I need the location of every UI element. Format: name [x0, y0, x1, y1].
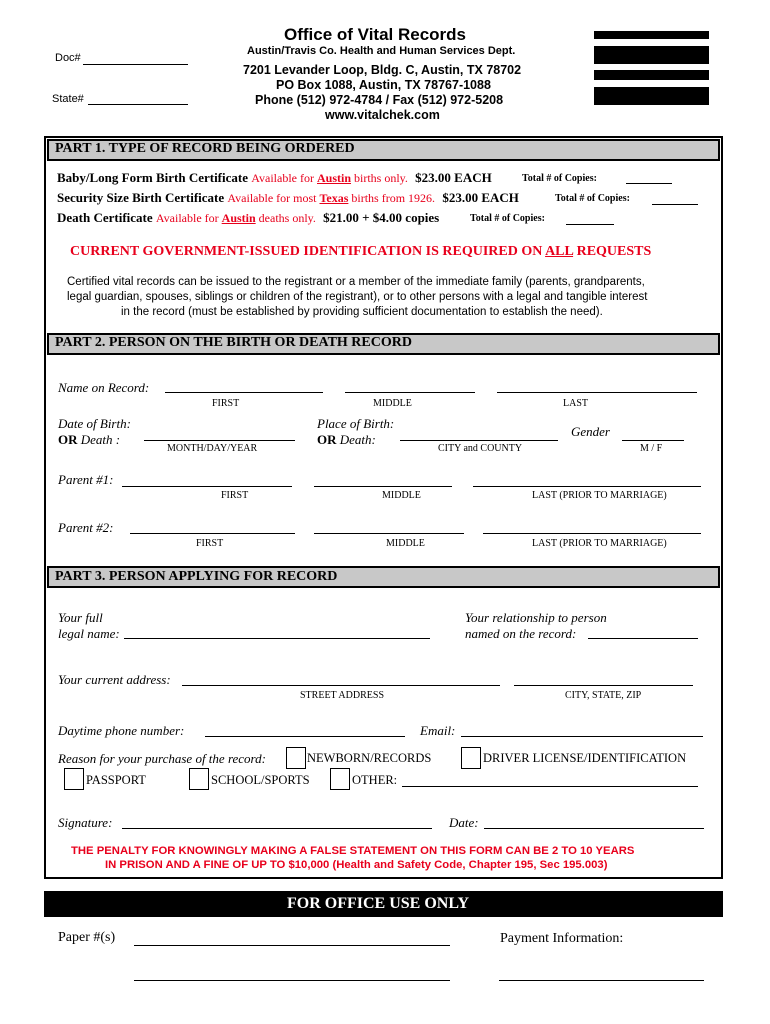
copies-field-security[interactable] [652, 204, 698, 205]
pob-caption: CITY and COUNTY [438, 443, 523, 454]
state-label: State# [52, 93, 84, 105]
other-reason-field[interactable] [402, 786, 698, 787]
availability-key: Austin [317, 171, 352, 185]
record-row-baby [57, 170, 492, 186]
part2-heading: PART 2. PERSON ON THE BIRTH OR DEATH RECORD [55, 335, 412, 350]
copies-field-death[interactable] [566, 224, 614, 225]
copies-label: Total # of Copies: [555, 193, 630, 204]
website: www.vitalchek.com [325, 108, 440, 122]
record-name: Death Certificate [57, 210, 153, 225]
record-price: $21.00 + $4.00 copies [323, 210, 440, 225]
gender-label: Gender [571, 424, 610, 439]
signature-label: Signature: [58, 815, 113, 830]
part1-heading: PART 1. TYPE OF RECORD BEING ORDERED [55, 141, 355, 156]
signature-field[interactable] [122, 828, 432, 829]
copies-field-baby[interactable] [626, 183, 672, 184]
driver-license-option-label: DRIVER LICENSE/IDENTIFICATION [483, 751, 687, 765]
parent1-last-field[interactable] [473, 486, 701, 487]
address-label: Your current address: [58, 672, 171, 687]
availability-pre: Available for [251, 171, 317, 185]
last-prior-caption: LAST (PRIOR TO MARRIAGE) [532, 538, 667, 549]
paper-field-2[interactable] [134, 980, 450, 981]
email-field[interactable] [461, 736, 703, 737]
eligibility-line-2: legal guardian, spouses, siblings or children of the registrant), or to other persons with a legal and tangible interest [67, 291, 648, 303]
availability-key: Texas [319, 191, 349, 205]
reason-label: Reason for your purchase of the record: [58, 751, 266, 766]
phone-fax: Phone (512) 972-4784 / Fax (512) 972-5208 [255, 93, 504, 107]
redaction-bar [594, 46, 709, 64]
street-address-field[interactable] [182, 685, 500, 686]
dob-label: Date of Birth: [58, 416, 131, 431]
availability-pre: Available for [155, 211, 222, 225]
driver-license-checkbox[interactable] [461, 747, 481, 769]
payment-label: Payment Information: [500, 931, 624, 946]
paper-label: Paper #(s) [58, 930, 116, 945]
record-price: $23.00 EACH [415, 170, 492, 185]
eligibility-line-1: Certified vital records can be issued to the registrant or a member of the immediate family (parents, grandparents, [67, 276, 645, 288]
pob-field[interactable] [400, 440, 558, 441]
redaction-bar [594, 87, 709, 105]
other-checkbox[interactable] [330, 768, 350, 790]
record-price: $23.00 EACH [442, 190, 519, 205]
parent1-first-field[interactable] [122, 486, 292, 487]
fullname-label-2: legal name: [58, 626, 120, 641]
relationship-field[interactable] [588, 638, 698, 639]
gender-caption: M / F [640, 443, 663, 454]
phone-field[interactable] [205, 736, 405, 737]
doc-label: Doc# [55, 52, 81, 64]
office-title: Office of Vital Records [284, 25, 467, 44]
address-line-1: 7201 Levander Loop, Bldg. C, Austin, TX 78702 [243, 63, 522, 77]
paper-field[interactable] [134, 945, 450, 946]
email-label: Email: [420, 723, 456, 738]
newborn-option-label: NEWBORN/RECORDS [307, 751, 432, 765]
penalty-line-1: THE PENALTY FOR KNOWINGLY MAKING A FALSE STATEMENT ON THIS FORM CAN BE 2 TO 10 YEARS [71, 845, 635, 857]
middle-caption: MIDDLE [373, 398, 412, 409]
availability-pre: Available for most [227, 191, 320, 205]
id-notice: CURRENT GOVERNMENT-ISSUED IDENTIFICATION IS REQUIRED ON ALL REQUESTS [70, 244, 652, 259]
copies-label: Total # of Copies: [522, 173, 597, 184]
name-on-record-label: Name on Record: [58, 380, 150, 395]
availability-key: Austin [221, 211, 256, 225]
eligibility-line-3: in the record (must be established by providing sufficient documentation to establish the need). [121, 306, 603, 318]
relationship-label-1: Your relationship to person [465, 610, 607, 625]
availability-post: births only. [351, 171, 408, 185]
availability-post: births from 1926. [348, 191, 436, 205]
availability-post: deaths only. [255, 211, 316, 225]
dob-field[interactable] [144, 440, 295, 441]
fullname-label-1: Your full [58, 610, 103, 625]
office-use-heading: FOR OFFICE USE ONLY [287, 895, 470, 912]
record-row-security [57, 190, 519, 206]
parent2-first-field[interactable] [130, 533, 295, 534]
payment-field[interactable] [499, 980, 704, 981]
street-caption: STREET ADDRESS [300, 690, 384, 701]
redaction-bar [594, 70, 709, 80]
date-field[interactable] [484, 828, 704, 829]
dob-caption: MONTH/DAY/YEAR [167, 443, 258, 454]
pob-or-death-label: OR Death: [317, 432, 376, 447]
penalty-line-2: IN PRISON AND A FINE OF UP TO $10,000 (Health and Safety Code, Chapter 195, Sec 195.003) [105, 859, 608, 871]
parent1-middle-field[interactable] [314, 486, 452, 487]
part3-heading: PART 3. PERSON APPLYING FOR RECORD [55, 569, 338, 584]
parent2-middle-field[interactable] [314, 533, 464, 534]
first-caption: FIRST [212, 398, 240, 409]
redaction-bar [594, 31, 709, 39]
parent2-last-field[interactable] [483, 533, 701, 534]
relationship-label-2: named on the record: [465, 626, 577, 641]
gender-field[interactable] [622, 440, 684, 441]
state-number-field[interactable] [88, 104, 188, 105]
school-sports-option-label: SCHOOL/SPORTS [211, 773, 310, 787]
middle-caption: MIDDLE [382, 490, 421, 501]
newborn-checkbox[interactable] [286, 747, 306, 769]
date-label: Date: [449, 815, 479, 830]
first-caption: FIRST [196, 538, 224, 549]
pob-label: Place of Birth: [317, 416, 395, 431]
copies-label: Total # of Copies: [470, 213, 545, 224]
record-middle-name-field[interactable] [345, 392, 475, 393]
applicant-name-field[interactable] [124, 638, 430, 639]
address-line-2: PO Box 1088, Austin, TX 78767-1088 [276, 78, 491, 92]
last-prior-caption: LAST (PRIOR TO MARRIAGE) [532, 490, 667, 501]
parent2-label: Parent #2: [58, 520, 114, 535]
dept-name: Austin/Travis Co. Health and Human Services Dept. [247, 45, 516, 57]
record-row-death [57, 210, 439, 226]
phone-label: Daytime phone number: [58, 723, 185, 738]
record-name: Baby/Long Form Birth Certificate [57, 170, 248, 185]
last-caption: LAST [563, 398, 588, 409]
school-sports-checkbox[interactable] [189, 768, 209, 790]
other-option-label: OTHER: [352, 773, 398, 787]
parent1-label: Parent #1: [58, 472, 114, 487]
doc-number-field[interactable] [83, 64, 188, 65]
passport-checkbox[interactable] [64, 768, 84, 790]
middle-caption: MIDDLE [386, 538, 425, 549]
city-state-zip-field[interactable] [514, 685, 693, 686]
passport-option-label: PASSPORT [86, 773, 146, 787]
record-last-name-field[interactable] [497, 392, 697, 393]
city-caption: CITY, STATE, ZIP [565, 690, 642, 701]
first-caption: FIRST [221, 490, 249, 501]
or-death-label: OR Death : [58, 432, 121, 447]
record-first-name-field[interactable] [165, 392, 323, 393]
record-name: Security Size Birth Certificate [57, 190, 225, 205]
